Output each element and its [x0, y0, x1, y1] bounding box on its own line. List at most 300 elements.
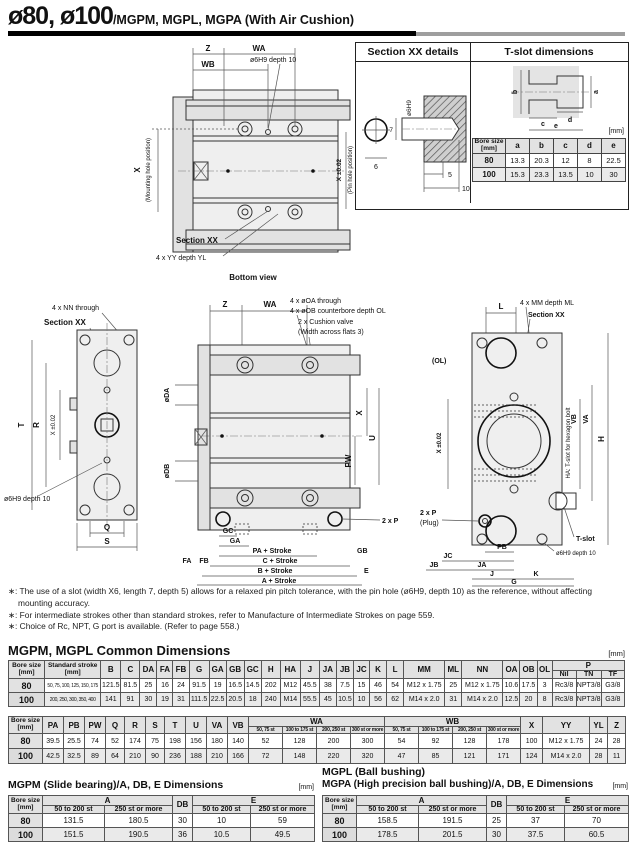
mgpm-table-title-row [8, 779, 314, 791]
dim-cell: 100 [521, 734, 543, 749]
dim-cell: 36 [173, 828, 193, 842]
page-title-bore: ø80, ø100 [8, 2, 113, 30]
col-header: GB [226, 661, 244, 679]
dim-cell: 121.5 [101, 679, 121, 693]
col-header-db: DB [173, 796, 193, 814]
col-header: JB [336, 661, 353, 679]
tslot-cell: 30 [602, 167, 626, 181]
col-header-a-sub: 50 to 200 st [357, 806, 419, 814]
dim-cell: 11 [608, 749, 626, 764]
col-header-e-sub: 50 to 200 st [507, 806, 565, 814]
tslot-callout: T-slot [576, 536, 595, 543]
dim-cell: 14.5 [244, 679, 261, 693]
dim-label-z: Z [205, 44, 211, 53]
dim-cell: 166 [228, 749, 249, 764]
col-header-e-sub: 250 st or more [565, 806, 629, 814]
dim-cell: 178.5 [357, 828, 419, 842]
dim-cell: 201.5 [419, 828, 487, 842]
wa-cell: 320 [351, 749, 385, 764]
wa-cell: 300 [351, 734, 385, 749]
dim-label-c: C + Stroke [262, 558, 298, 565]
dim-label-fa: FA [182, 558, 192, 565]
dim-label-pa: PA + Stroke [252, 548, 292, 555]
dim-cell: 59 [251, 814, 315, 828]
dim-label-gc: GC [222, 528, 234, 535]
dim-label-b: B + Stroke [257, 568, 293, 575]
dim-cell: M14 x 2.0 [543, 749, 590, 764]
dim-label-d: d [567, 117, 573, 124]
wa-cell: 72 [249, 749, 283, 764]
col-header-p: P [552, 661, 624, 671]
dim-cell: M12 x 1.75 [404, 679, 445, 693]
dim-cell: 202 [261, 679, 280, 693]
dim-label-fb: FB [199, 558, 209, 565]
tslot-row-100: 100 [473, 167, 506, 181]
col-header: PB [64, 717, 85, 734]
col-header: GA [209, 661, 226, 679]
cushion-callout-2: (Width across flats 3) [298, 329, 364, 336]
dim-label-x-left-sub: (Mounting hole position) [146, 137, 152, 203]
dim-cell: 56 [370, 693, 387, 707]
col-header-p-sub: TF [601, 671, 624, 679]
dim-label-r: R [32, 422, 41, 428]
page-title [8, 2, 625, 31]
dim-cell: 17.5 [520, 679, 537, 693]
col-header-wb: WB [385, 717, 521, 727]
mgpm-table-title: MGPM (Slide bearing)/A, DB, E Dimensions [8, 779, 224, 791]
tslot-dimensions-header: T-slot dimensions [504, 46, 594, 58]
dim-cell: 240 [261, 693, 280, 707]
col-header: H [261, 661, 280, 679]
dim-label-pw: PW [344, 454, 353, 468]
dim-label-x: X ±0.02 [51, 414, 57, 436]
tslot-cell: 12 [554, 153, 578, 167]
col-header: G [189, 661, 209, 679]
dim-cell: NPT3/8 [576, 693, 601, 707]
dim-label-c: c [541, 121, 545, 128]
col-header: JC [353, 661, 369, 679]
details-box [355, 42, 629, 210]
col-header-wa-sub: 200, 250 st [317, 727, 351, 734]
dim-cell: 20.5 [226, 693, 244, 707]
dim-cell: 55.5 [300, 693, 319, 707]
col-header: ML [445, 661, 462, 679]
dim-cell: 91.5 [189, 679, 209, 693]
dim-cell: 16.5 [226, 679, 244, 693]
mgpa-dimensions-table [322, 795, 629, 842]
dim-cell: 158.5 [357, 814, 419, 828]
dim-cell: 22.5 [209, 693, 226, 707]
col-header: VA [207, 717, 228, 734]
wa-cell: 52 [249, 734, 283, 749]
cushion-callout-1: 2 x Cushion valve [298, 319, 354, 326]
dim-cell: M14 x 2.0 [462, 693, 503, 707]
footnote-1: ∗: The use of a slot (width X6, length 7, depth 5) allows for a relaxed pin pitch tolerance, with the pin hole (ø6H9, depth 10) as the reference, without affecting mounting accuracy. [8, 586, 592, 608]
tslot-cell: 15.3 [506, 167, 530, 181]
col-header: L [387, 661, 404, 679]
dim-label-jb: JB [429, 562, 439, 569]
dim-cell: M12 [280, 679, 300, 693]
tslot-col-bore: Bore size [mm] [473, 139, 506, 154]
dim-label-10: 10 [462, 186, 470, 193]
section-xx-callout: Section XX [44, 318, 86, 327]
wb-cell: 178 [487, 734, 521, 749]
col-header: Q [106, 717, 125, 734]
dim-cell: 8 [537, 693, 552, 707]
dim-cell: 37 [507, 814, 565, 828]
dim-cell: 10.5 [193, 828, 251, 842]
dim-cell: 74 [85, 734, 106, 749]
yy-callout: 4 x YY depth YL [156, 255, 207, 262]
stroke-cell-80: 50, 75, 100, 125, 150, 175 [45, 679, 101, 693]
dim-label-a: A + Stroke [261, 578, 297, 585]
footnotes [8, 586, 627, 633]
dim-label-e: E [364, 568, 369, 575]
col-header: VB [228, 717, 249, 734]
tslot-cell: 10 [578, 167, 602, 181]
dim-cell: 52 [106, 734, 125, 749]
dim-cell: 75 [146, 734, 165, 749]
dim-cell: 25.5 [64, 734, 85, 749]
wa-cell: 220 [317, 749, 351, 764]
tslot-cell: 23.3 [530, 167, 554, 181]
dim-label-wa: WA [252, 44, 266, 53]
footnote-2: ∗: For intermediate strokes other than standard strokes, refer to Manufacture of Intermediate Strokes on page 559. [8, 609, 435, 620]
col-header-wa-sub: 50, 75 st [249, 727, 283, 734]
dim-cell: 25 [487, 814, 507, 828]
dim-cell: 62 [387, 693, 404, 707]
dim-cell: 190.5 [105, 828, 173, 842]
col-header-wb-sub: 100 to 175 st [419, 727, 453, 734]
dim-cell: 174 [125, 734, 146, 749]
wb-cell: 171 [487, 749, 521, 764]
col-header-a-sub: 250 st or more [105, 806, 173, 814]
dim-cell: 24 [173, 679, 189, 693]
dim-cell: 180 [207, 734, 228, 749]
dim-cell: 31 [445, 693, 462, 707]
dim-cell: 10.6 [503, 679, 520, 693]
stroke-cell-100: 200, 250, 300, 350, 400 [45, 693, 101, 707]
col-header: FB [173, 661, 189, 679]
tslot-table [472, 138, 626, 182]
plug-callout-2: (Plug) [420, 520, 439, 527]
dim-label-q: Q [103, 523, 111, 532]
mgpa-table-title: MGPA (High precision ball bushing)/A, DB, E Dimensions [322, 779, 594, 790]
col-header: K [370, 661, 387, 679]
dim-cell: 30 [487, 828, 507, 842]
wa-cell: 200 [317, 734, 351, 749]
dim-cell: 81.5 [121, 679, 140, 693]
dim-label-5: 5 [448, 172, 452, 179]
row-bore-100: 100 [323, 828, 357, 842]
dim-cell: 188 [186, 749, 207, 764]
dim-label-x-right: X ±0.02 [336, 158, 343, 182]
title-rule-black [8, 31, 416, 36]
col-header-bore: Bore size [mm] [9, 661, 45, 679]
dim-cell: 54 [387, 679, 404, 693]
dim-cell: NPT3/8 [576, 679, 601, 693]
ob-callout: 4 x øOB counterbore depth OL [290, 308, 386, 315]
wa-cell: 148 [283, 749, 317, 764]
dim-cell: 15 [353, 679, 369, 693]
dim-label-g: G [511, 579, 517, 586]
wb-cell: 121 [453, 749, 487, 764]
row-bore-80: 80 [323, 814, 357, 828]
col-header: OA [503, 661, 520, 679]
row-bore-100: 100 [9, 828, 43, 842]
dim-label-gb: GB [357, 548, 368, 555]
wb-cell: 128 [453, 734, 487, 749]
col-header: J [300, 661, 319, 679]
col-header: DA [140, 661, 157, 679]
tslot-col-header: e [602, 139, 626, 154]
wb-cell: 47 [385, 749, 419, 764]
dim-cell: 49.5 [251, 828, 315, 842]
dim-cell: 25 [445, 679, 462, 693]
row-bore-100: 100 [9, 749, 43, 764]
col-header: OB [520, 661, 537, 679]
dim-label-wa: WA [263, 300, 277, 309]
dim-cell: 191.5 [419, 814, 487, 828]
col-header: B [101, 661, 121, 679]
dim-cell: 236 [165, 749, 186, 764]
dim-label-b: b [512, 89, 519, 95]
dim-cell: 16 [157, 679, 173, 693]
hole-callout: ø6H9 depth 10 [250, 57, 297, 64]
col-header-stroke: Standard stroke [mm] [45, 661, 101, 679]
dim-cell: 28 [608, 734, 626, 749]
col-header-e-sub: 50 to 200 st [193, 806, 251, 814]
dim-label-x-right-sub: (Pin hole position) [348, 145, 354, 195]
plug-callout-1: 2 x P [420, 510, 437, 517]
col-header-wb-sub: 200, 250 st [453, 727, 487, 734]
tslot-unit: [mm] [608, 128, 624, 135]
dim-label-db: øDB [164, 463, 171, 479]
dim-label-k: K [533, 571, 539, 578]
col-header-a-sub: 50 to 200 st [43, 806, 105, 814]
dim-cell: 10.5 [336, 693, 353, 707]
col-header: PA [43, 717, 64, 734]
col-header: MM [404, 661, 445, 679]
col-header-p-sub: Nil [552, 671, 576, 679]
col-header-wb-sub: 50, 75 st [385, 727, 419, 734]
dim-cell: 20 [520, 693, 537, 707]
dim-label-jc: JC [443, 553, 453, 560]
col-header: U [186, 717, 207, 734]
tslot-row-80: 80 [473, 153, 506, 167]
wb-cell: 92 [419, 734, 453, 749]
dim-cell: 42.5 [43, 749, 64, 764]
dim-cell: 90 [146, 749, 165, 764]
dim-cell: 198 [165, 734, 186, 749]
dim-label-u: U [368, 435, 377, 441]
col-header-a-sub: 250 st or more [419, 806, 487, 814]
bottom-view-drawing [128, 40, 360, 288]
col-header-e-sub: 250 st or more [251, 806, 315, 814]
mgpa-table-title-row [322, 779, 628, 790]
dim-cell: 91 [121, 693, 140, 707]
tslot-drawing [471, 62, 627, 136]
dim-cell: 156 [186, 734, 207, 749]
dim-cell: 7.5 [336, 679, 353, 693]
dim-label-s: S [104, 537, 110, 546]
col-header: GC [244, 661, 261, 679]
dim-label-a: a [593, 90, 600, 94]
dim-label-ol: (OL) [432, 358, 447, 365]
tslot-cell: 22.5 [602, 153, 626, 167]
common-table-title-row [8, 643, 625, 658]
dim-cell: M12 x 1.75 [462, 679, 503, 693]
side-view-drawing [2, 293, 157, 585]
dim-label-pb: PB [497, 544, 507, 551]
end-view-drawing [418, 293, 630, 585]
dim-cell: 28 [590, 749, 608, 764]
col-header: YL [590, 717, 608, 734]
dim-label-dia: ø6H9 [406, 100, 413, 116]
dim-cell: 10 [193, 814, 251, 828]
dim-cell: 24 [590, 734, 608, 749]
dim-label-ja: JA [477, 562, 487, 569]
dim-label-6: 6 [374, 164, 378, 171]
dim-label-x: X [355, 410, 364, 416]
col-header-bore: Bore size [mm] [9, 796, 43, 814]
tslot-col-header: b [530, 139, 554, 154]
oa-callout: 4 x øOA through [290, 298, 341, 305]
col-header-e: E [507, 796, 629, 806]
mm-callout: 4 x MM depth ML [520, 300, 575, 307]
tslot-cell: 20.3 [530, 153, 554, 167]
nn-callout: 4 x NN through [52, 305, 100, 312]
row-bore-100: 100 [9, 693, 45, 707]
section-xx-drawing [356, 62, 470, 203]
dim-label-7: 7 [389, 127, 393, 134]
dim-label-x-left: X [133, 167, 142, 173]
dim-cell: 18 [244, 693, 261, 707]
dim-cell: 60.5 [565, 828, 629, 842]
col-header-a: A [43, 796, 173, 806]
dim-cell: 45 [319, 693, 336, 707]
dim-cell: 39.5 [43, 734, 64, 749]
common-table-title: MGPM, MGPL Common Dimensions [8, 643, 231, 658]
dim-cell: 25 [140, 679, 157, 693]
dim-label-x: X ±0.02 [437, 432, 443, 454]
dim-cell: 30 [173, 814, 193, 828]
col-header: S [146, 717, 165, 734]
dim-cell: 64 [106, 749, 125, 764]
dim-label-va: VA [583, 414, 590, 424]
dim-cell: 31 [173, 693, 189, 707]
dim-cell: 19 [157, 693, 173, 707]
dim-cell: 210 [125, 749, 146, 764]
col-header-bore: Bore size [mm] [323, 796, 357, 814]
hole-callout: ø6H9 depth 10 [556, 551, 596, 557]
dim-cell: 46 [370, 679, 387, 693]
dim-label-ga: GA [229, 538, 241, 545]
col-header-wa: WA [249, 717, 385, 727]
dim-cell: 180.5 [105, 814, 173, 828]
col-header: JA [319, 661, 336, 679]
col-header: PW [85, 717, 106, 734]
mgpm-table-unit: [mm] [298, 784, 314, 791]
tslot-col-header: a [506, 139, 530, 154]
title-rule-gray [416, 32, 625, 36]
wb-cell: 54 [385, 734, 419, 749]
front-view-drawing [157, 293, 420, 585]
dim-label-j: J [490, 571, 494, 578]
dim-cell: M12 x 1.75 [543, 734, 590, 749]
dim-label-h: H [597, 436, 606, 442]
col-header: NN [462, 661, 503, 679]
col-header: YY [543, 717, 590, 734]
dim-cell: G3/8 [601, 693, 624, 707]
dim-cell: Rc3/8 [552, 693, 576, 707]
dim-cell: 141 [101, 693, 121, 707]
dim-cell: 37.5 [507, 828, 565, 842]
dim-cell: 19 [209, 679, 226, 693]
wb-cell: 85 [419, 749, 453, 764]
page-title-series: /MGPM, MGPL, MGPA (With Air Cushion) [112, 13, 355, 27]
col-header-wb-sub: 300 st or more [487, 727, 520, 733]
row-bore-80: 80 [9, 814, 43, 828]
col-header-e: E [193, 796, 315, 806]
col-header-p-sub: TN [576, 671, 601, 679]
dim-cell: 30 [140, 693, 157, 707]
col-header: R [125, 717, 146, 734]
dim-label-e: e [554, 123, 558, 130]
p-callout: 2 x P [382, 518, 399, 525]
dim-cell: G3/8 [601, 679, 624, 693]
col-header-bore: Bore size [mm] [9, 717, 43, 734]
dim-cell: 3 [537, 679, 552, 693]
row-bore-80: 80 [9, 734, 43, 749]
dim-cell: 140 [228, 734, 249, 749]
col-header: T [165, 717, 186, 734]
mgpm-dimensions-table [8, 795, 315, 842]
bottom-view-caption: Bottom view [229, 273, 277, 282]
dim-label-vb: VB [571, 414, 578, 424]
dim-cell: 131.5 [43, 814, 105, 828]
section-xx-callout: Section XX [528, 312, 565, 319]
dim-cell: 45.5 [300, 679, 319, 693]
dim-cell: 111.5 [189, 693, 209, 707]
dim-cell: 70 [565, 814, 629, 828]
dim-cell: 124 [521, 749, 543, 764]
mgpa-table-unit: [mm] [612, 783, 628, 790]
dim-cell: M14 x 2.0 [404, 693, 445, 707]
dim-label-wb: WB [201, 60, 215, 69]
col-header-wa-sub: 100 to 175 st [283, 727, 317, 734]
dimensions-table-2 [8, 716, 626, 764]
common-dimensions-table [8, 660, 625, 707]
ha-callout: HA: T-slot for hexagon bolt [566, 407, 572, 479]
col-header-db: DB [487, 796, 507, 814]
col-header: OL [537, 661, 552, 679]
section-xx-drawing-cell [356, 62, 471, 203]
dim-cell: 12.5 [503, 693, 520, 707]
tslot-drawing-cell [471, 62, 627, 203]
dim-cell: 10 [353, 693, 369, 707]
dim-cell: 89 [85, 749, 106, 764]
dim-cell: 151.5 [43, 828, 105, 842]
col-header: FA [157, 661, 173, 679]
tslot-col-header: c [554, 139, 578, 154]
dim-cell: 32.5 [64, 749, 85, 764]
row-bore-80: 80 [9, 679, 45, 693]
col-header-a: A [357, 796, 487, 806]
col-header: Z [608, 717, 626, 734]
dim-cell: M14 [280, 693, 300, 707]
dim-cell: Rc3/8 [552, 679, 576, 693]
